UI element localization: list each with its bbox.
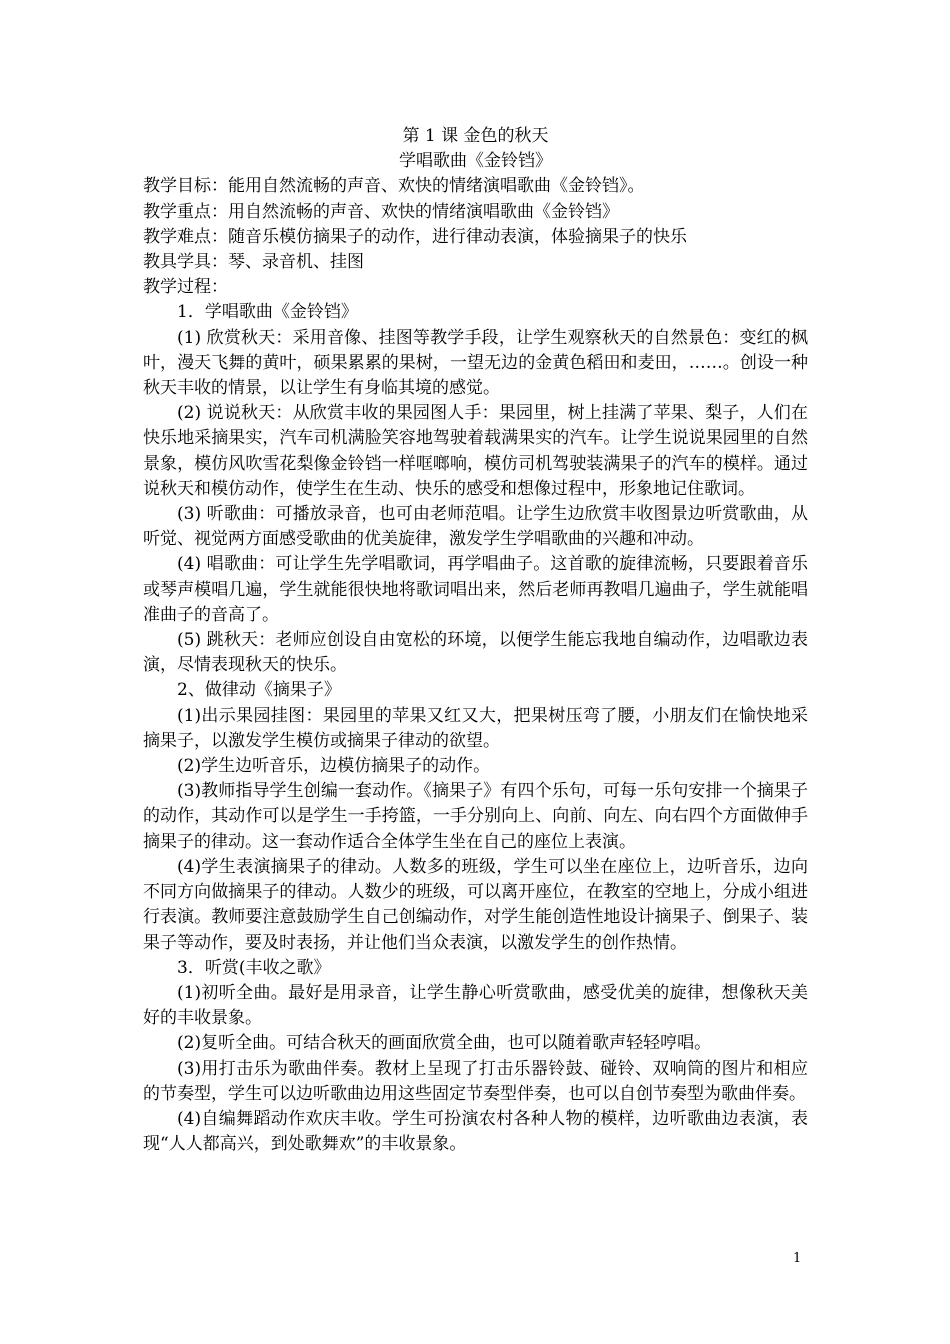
paragraph: (3) 听歌曲：可播放录音，也可由老师范唱。让学生边欣赏丰收图景边听赏歌曲，从听觉、视觉两方面感受歌曲的优美旋律，激发学生学唱歌曲的兴趣和冲动。 (143, 504, 808, 550)
paragraph: (3)教师指导学生创编一套动作。《摘果子》有四个乐句，可每一乐句安排一个摘果子的动作，其动作可以是学生一手挎篮，一手分别向上、向前、向左、向右四个方面做伸手摘果子的律动。这一套动作适合全体学生坐在自己的座位上表演。 (143, 781, 808, 852)
paragraph: (2)学生边听音乐，边模仿摘果子的动作。 (177, 756, 491, 777)
paragraph: (1)初听全曲。最好是用录音，让学生静心听赏歌曲，感受优美的旋律，想像秋天美好的丰收景象。 (143, 982, 808, 1029)
materials-line: 教具学具：琴、录音机、挂图 (143, 252, 364, 273)
paragraph: (2)复听全曲。可结合秋天的画面欣赏全曲，也可以随着歌声轻轻哼唱。 (177, 1033, 712, 1054)
section-heading: 3．听赏(丰收之歌》 (177, 957, 331, 978)
paragraph: (4) 唱歌曲：可让学生先学唱歌词，再学唱曲子。这首歌的旋律流畅，只要跟着音乐或琴声模唱几遍，学生就能很快地将歌词唱出来，然后老师再教唱几遍曲子，学生就能唱准曲子的音高了。 (143, 554, 808, 625)
paragraph: (4)自编舞蹈动作欢庆丰收。学生可扮演农村各种人物的模样，边听歌曲边表演，表现“人人都高兴，到处歌舞欢”的丰收景象。 (143, 1108, 808, 1155)
paragraph: (5) 跳秋天：老师应创设自由宽松的环境，以便学生能忘我地自编动作，边唱歌边表演，尽情表现秋天的快乐。 (143, 630, 808, 676)
process-label: 教学过程： (143, 277, 228, 298)
paragraph: (1) 欣赏秋天：采用音像、挂图等教学手段，让学生观察秋天的自然景色：变红的枫叶，漫天飞舞的黄叶，硕果累累的果树，一望无边的金黄色稻田和麦田，……。创设一种秋天丰收的情景，以让学生有身临其境的感觉。 (143, 327, 808, 399)
key-point-line: 教学重点：用自然流畅的声音、欢快的情绪演唱歌曲《金铃铛》 (143, 201, 619, 222)
document-body (143, 124, 808, 1157)
paragraph: (1)出示果园挂图：果园里的苹果又红又大，把果树压弯了腰，小朋友们在愉快地采摘果子，以激发学生模仿或摘果子律动的欲望。 (143, 705, 808, 751)
page-number: 1 (793, 1251, 802, 1266)
difficulty-line: 教学难点：随音乐模仿摘果子的动作，进行律动表演，体验摘果子的快乐 (143, 226, 687, 247)
lesson-subtitle: 学唱歌曲《金铃铛》 (399, 151, 552, 172)
section-heading: 2、做律动《摘果子》 (177, 680, 341, 701)
paragraph: (2) 说说秋天：从欣赏丰收的果园图人手：果园里，树上挂满了苹果、梨子，人们在快乐地采摘果实，汽车司机满脸笑容地驾驶着载满果实的汽车。让学生说说果园里的自然景象，模仿风吹雪花梨像金铃铛一样哐啷响，模仿司机驾驶装满果子的汽车的模样。通过说秋天和模仿动作，使学生在生动、快乐的感受和想像过程中，形象地记住歌词。 (143, 403, 808, 499)
paragraph: (4)学生表演摘果子的律动。人数多的班级，学生可以坐在座位上，边听音乐，边向不同方向做摘果子的律动。人数少的班级，可以离开座位，在教室的空地上，分成小组进行表演。教师要注意鼓励学生自己创编动作，对学生能创造性地设计摘果子、倒果子、装果子等动作，要及时表扬，并让他们当众表演，以激发学生的创作热情。 (143, 856, 808, 953)
objective-line: 教学目标：能用自然流畅的声音、欢快的情绪演唱歌曲《金铃铛》。 (143, 176, 645, 197)
paragraph: (3)用打击乐为歌曲伴奏。教材上呈现了打击乐器铃鼓、碰铃、双响筒的图片和相应的节奏型，学生可以边听歌曲边用这些固定节奏型伴奏，也可以自创节奏型为歌曲伴奏。 (143, 1058, 808, 1104)
lesson-title: 第 1 课 金色的秋天 (402, 126, 549, 146)
section-heading: 1．学唱歌曲《金铃铛》 (177, 302, 358, 323)
